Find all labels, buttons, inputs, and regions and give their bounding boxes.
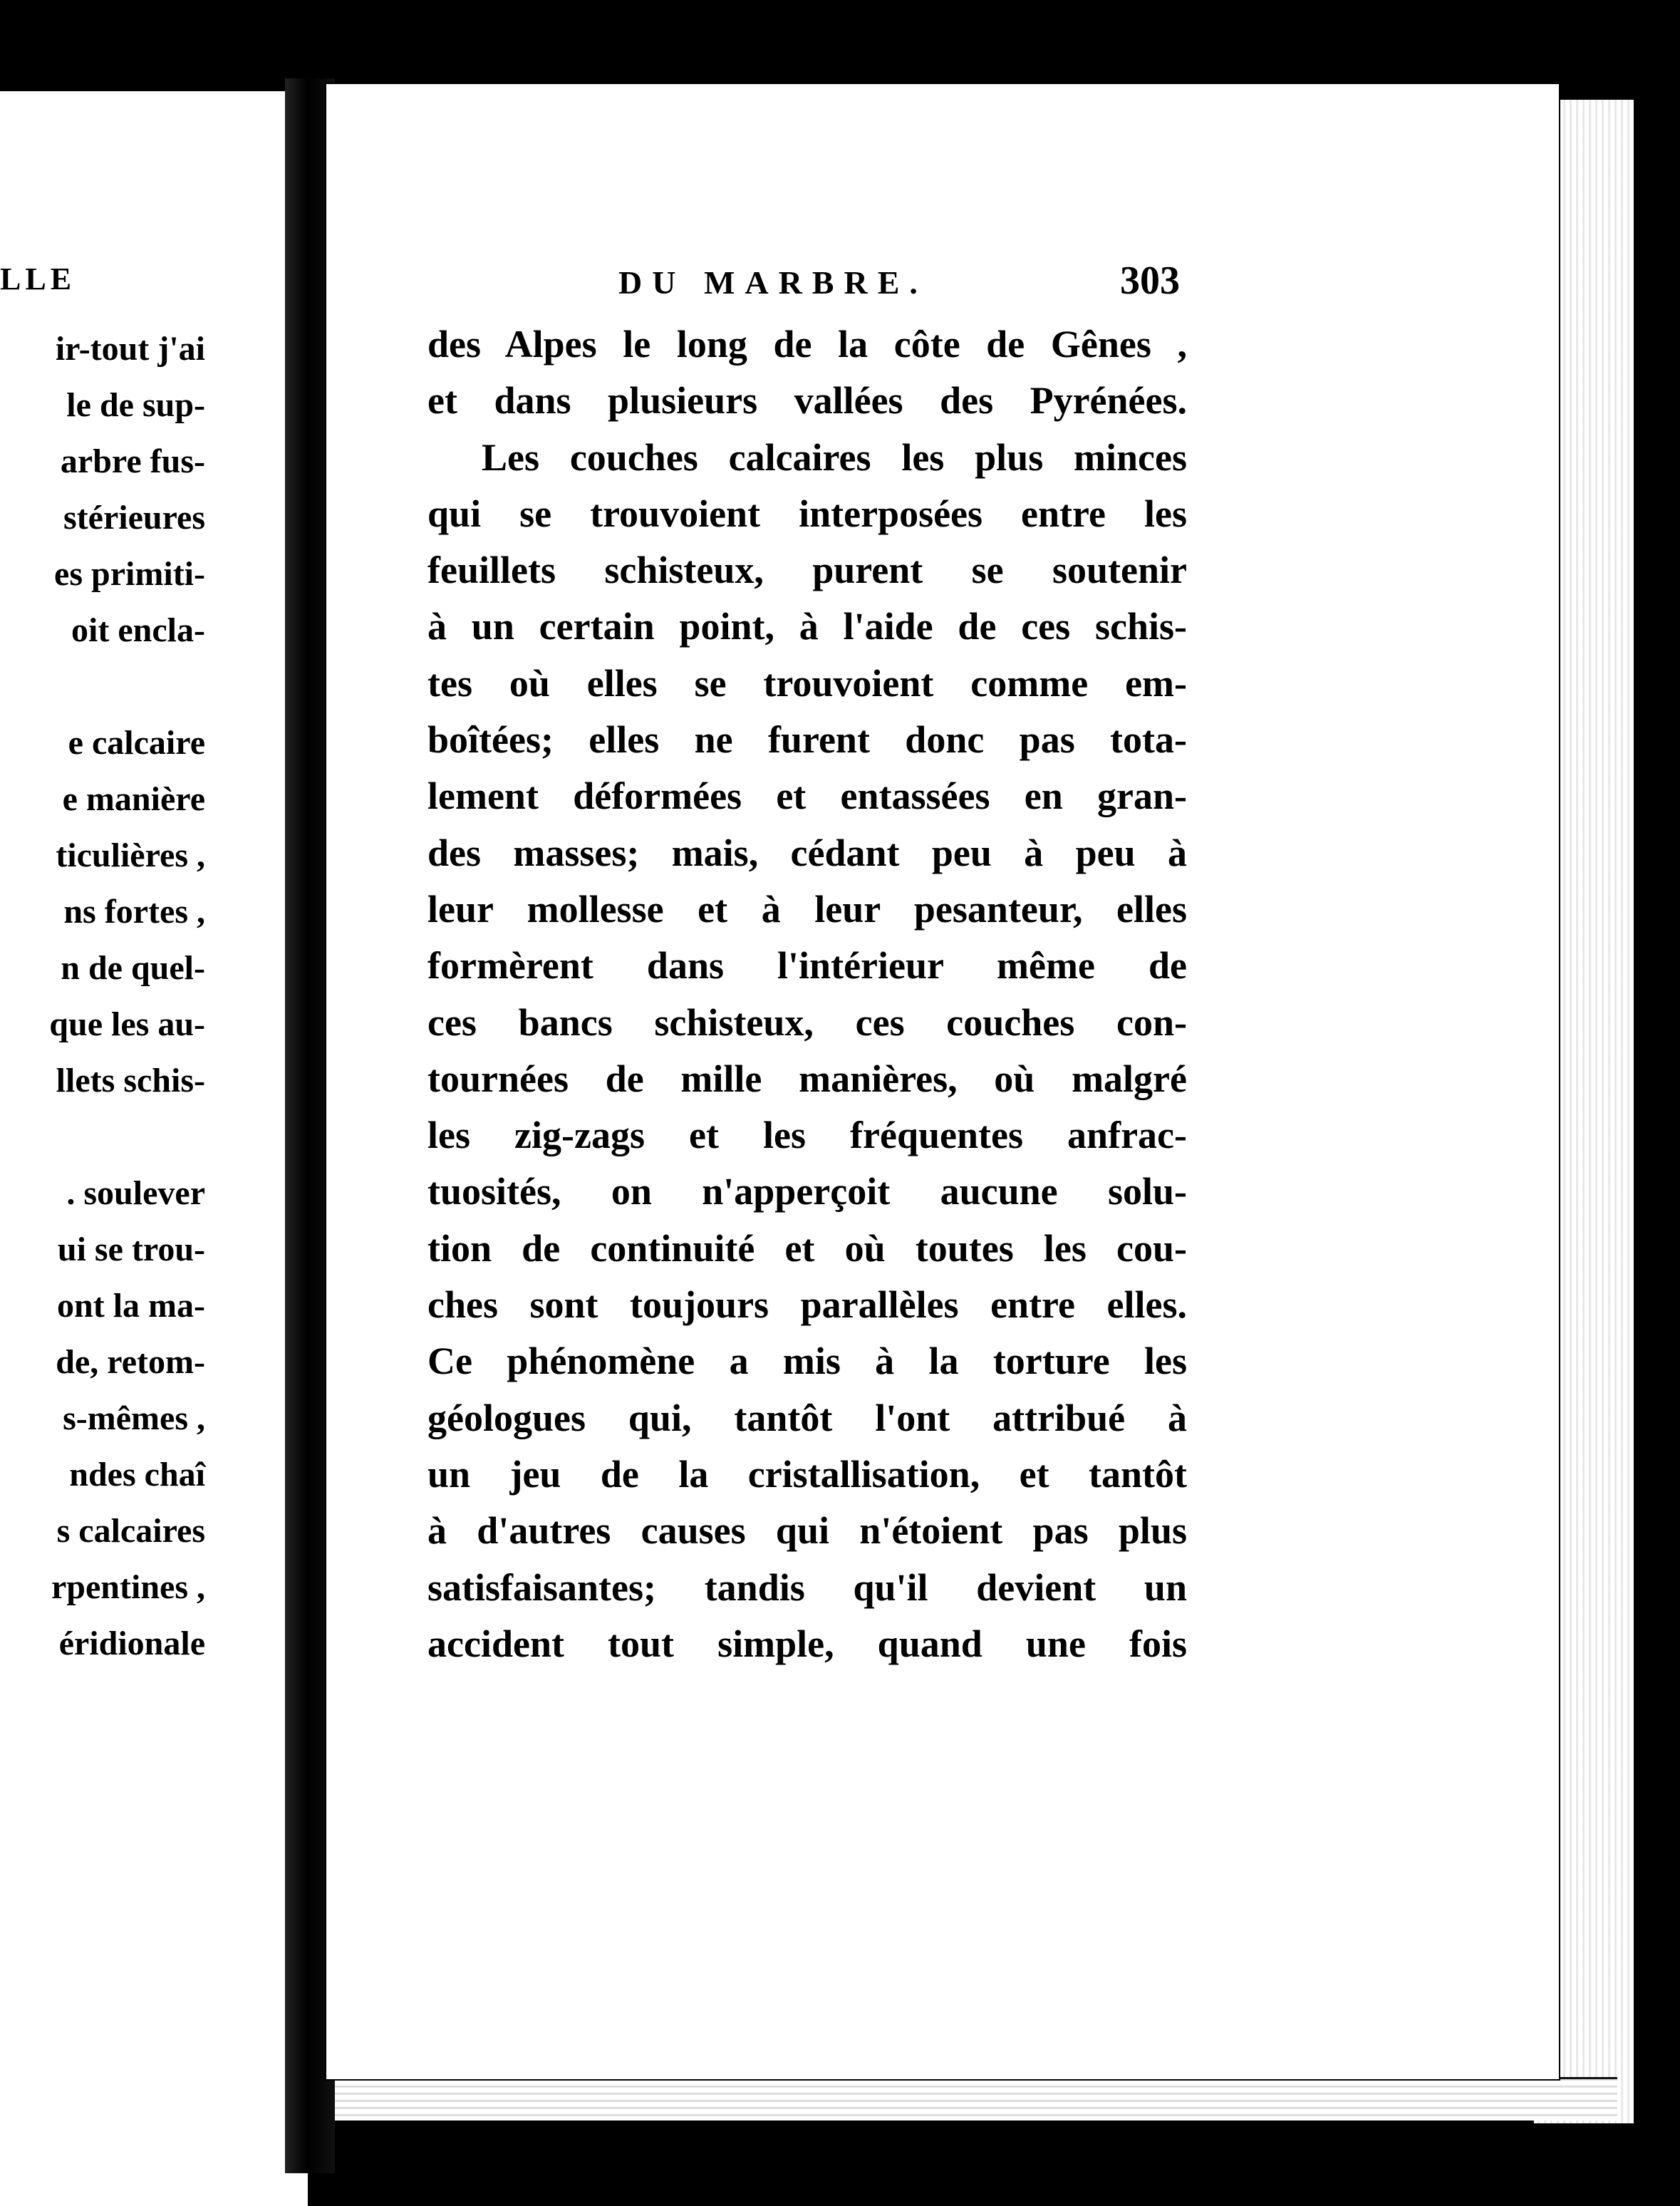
text-line: lement déformées et entassées en gran- xyxy=(427,775,1187,818)
left-line: n de quel- xyxy=(61,949,205,987)
text-line: Ce phénomène a mis à la torture les xyxy=(427,1340,1187,1383)
text-line: qui se trouvoient interposées entre les xyxy=(427,492,1187,535)
text-line: à un certain point, à l'aide de ces schis- xyxy=(427,605,1187,648)
page-bottom-edge xyxy=(335,2077,1617,2120)
text-line: accident tout simple, quand une fois xyxy=(427,1622,1187,1665)
text-line: à d'autres causes qui n'étoient pas plus xyxy=(427,1509,1187,1553)
body-text xyxy=(427,316,1187,1672)
left-line: que les au- xyxy=(49,1005,205,1043)
left-line: es primiti- xyxy=(54,555,205,593)
text-line: ces bancs schisteux, ces couches con- xyxy=(427,1000,1187,1044)
left-line: oit encla- xyxy=(71,611,205,649)
left-line: s-mêmes , xyxy=(63,1399,205,1437)
left-line: . soulever xyxy=(66,1174,205,1212)
text-line: et dans plusieurs vallées des Pyrénées. xyxy=(427,379,1187,423)
text-line: un jeu de la cristallisation, et tantôt xyxy=(427,1452,1187,1496)
left-line: ui se trou- xyxy=(57,1231,205,1268)
left-line: ns fortes , xyxy=(63,893,205,931)
text-line: Les couches calcaires les plus minces xyxy=(482,435,1187,479)
text-line: feuillets schisteux, purent se soutenir xyxy=(427,549,1187,592)
left-line: éridionale xyxy=(58,1625,205,1662)
left-line: arbre fus- xyxy=(60,442,205,480)
left-line: e calcaire xyxy=(68,724,205,762)
left-line: ticulières , xyxy=(56,837,205,874)
page-number: 303 xyxy=(1120,259,1180,303)
text-line: des masses; mais, cédant peu à peu à xyxy=(427,831,1187,874)
left-line xyxy=(0,658,205,715)
left-line: e manière xyxy=(62,780,205,818)
left-line: ir-tout j'ai xyxy=(55,330,205,368)
left-page-text xyxy=(0,321,205,1672)
text-line: tuosités, on n'apperçoit aucune solu- xyxy=(427,1170,1187,1213)
left-line: stérieures xyxy=(63,499,205,537)
running-head: DU MARBRE. xyxy=(618,264,928,301)
left-page xyxy=(0,91,308,2206)
left-line: rpentines , xyxy=(51,1568,205,1606)
text-line: boîtées; elles ne furent donc pas tota- xyxy=(427,718,1187,762)
text-line: formèrent dans l'intérieur même de xyxy=(427,944,1187,988)
text-line: géologues qui, tantôt l'ont attribué à xyxy=(427,1396,1187,1439)
text-line: des Alpes le long de la côte de Gênes , xyxy=(427,323,1187,366)
left-line xyxy=(0,1109,205,1165)
left-line: de, retom- xyxy=(56,1343,205,1381)
left-line: ndes chaî xyxy=(69,1456,205,1493)
text-line: ches sont toujours parallèles entre elles. xyxy=(427,1283,1187,1327)
left-line: llets schis- xyxy=(56,1062,205,1099)
text-line: tournées de mille manières, où malgré xyxy=(427,1057,1187,1100)
text-line: satisfaisantes; tandis qu'il devient un xyxy=(427,1565,1187,1609)
text-line: leur mollesse et à leur pesanteur, elles xyxy=(427,887,1187,931)
left-running-head: LLE xyxy=(0,261,76,296)
text-line: tes où elles se trouvoient comme em- xyxy=(427,661,1187,705)
left-line: ont la ma- xyxy=(57,1287,205,1325)
left-line: s calcaires xyxy=(56,1512,205,1550)
text-line: les zig-zags et les fréquentes anfrac- xyxy=(427,1114,1187,1157)
left-line: le de sup- xyxy=(66,386,205,424)
text-line: tion de continuité et où toutes les cou- xyxy=(427,1226,1187,1270)
